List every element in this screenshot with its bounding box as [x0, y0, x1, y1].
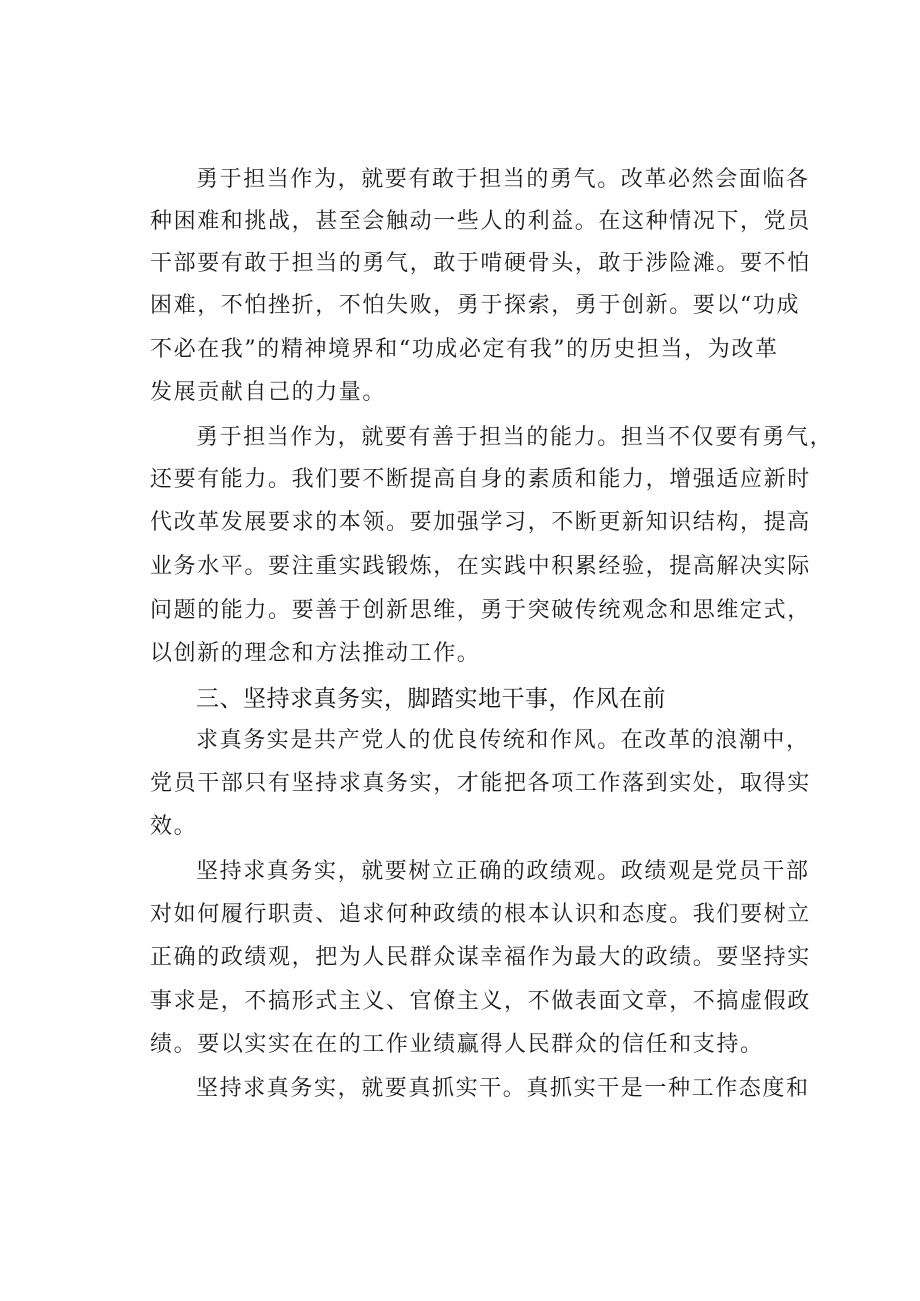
paragraph-2-line-2: 还要有能力。我们要不断提高自身的素质和能力，增强适应新时	[150, 467, 811, 492]
paragraph-4-line-4: 事求是，不搞形式主义、官僚主义，不做表面文章，不搞虚假政	[150, 989, 811, 1014]
paragraph-1-line-5: 不必在我”的精神境界和“功成必定有我”的历史担当，为改革	[150, 337, 779, 362]
paragraph-2-line-3: 代改革发展要求的本领。要加强学习，不断更新知识结构，提高	[150, 510, 811, 535]
paragraph-4-line-1: 坚持求真务实，就要树立正确的政绩观。政绩观是党员干部	[196, 859, 810, 884]
paragraph-2-line-4: 业务水平。要注重实践锻炼，在实践中积累经验，提高解决实际	[150, 554, 811, 579]
paragraph-3-line-3: 效。	[150, 814, 198, 839]
section-heading: 三、坚持求真务实，脚踏实地干事，作风在前	[196, 686, 666, 712]
paragraph-4-line-2: 对如何履行职责、追求何种政绩的根本认识和态度。我们要树立	[150, 902, 811, 927]
paragraph-1-line-6: 发展贡献自己的力量。	[150, 380, 387, 405]
paragraph-3-line-1: 求真务实是共产党人的优良传统和作风。在改革的浪潮中，	[196, 728, 810, 753]
paragraph-1-line-1: 勇于担当作为，就要有敢于担当的勇气。改革必然会面临各	[196, 167, 810, 192]
paragraph-2-line-6: 以创新的理念和方法推动工作。	[150, 641, 481, 666]
paragraph-1-line-3: 干部要有敢于担当的勇气，敢于啃硬骨头，敢于涉险滩。要不怕	[150, 251, 811, 276]
paragraph-4-line-5: 绩。要以实实在在的工作业绩赢得人民群众的信任和支持。	[150, 1032, 764, 1057]
paragraph-2-line-1: 勇于担当作为，就要有善于担当的能力。担当不仅要有勇气，	[196, 425, 834, 450]
paragraph-5-line-1: 坚持求真务实，就要真抓实干。真抓实干是一种工作态度和	[196, 1076, 810, 1101]
paragraph-2-line-5: 问题的能力。要善于创新思维，勇于突破传统观念和思维定式，	[150, 598, 811, 623]
paragraph-3-line-2: 党员干部只有坚持求真务实，才能把各项工作落到实处，取得实	[150, 771, 811, 796]
paragraph-1-line-2: 种困难和挑战，甚至会触动一些人的利益。在这种情况下，党员	[150, 209, 811, 234]
paragraph-1-line-4: 困难，不怕挫折，不怕失败，勇于探索，勇于创新。要以“功成	[150, 293, 801, 318]
paragraph-4-line-3: 正确的政绩观，把为人民群众谋幸福作为最大的政绩。要坚持实	[150, 945, 811, 970]
